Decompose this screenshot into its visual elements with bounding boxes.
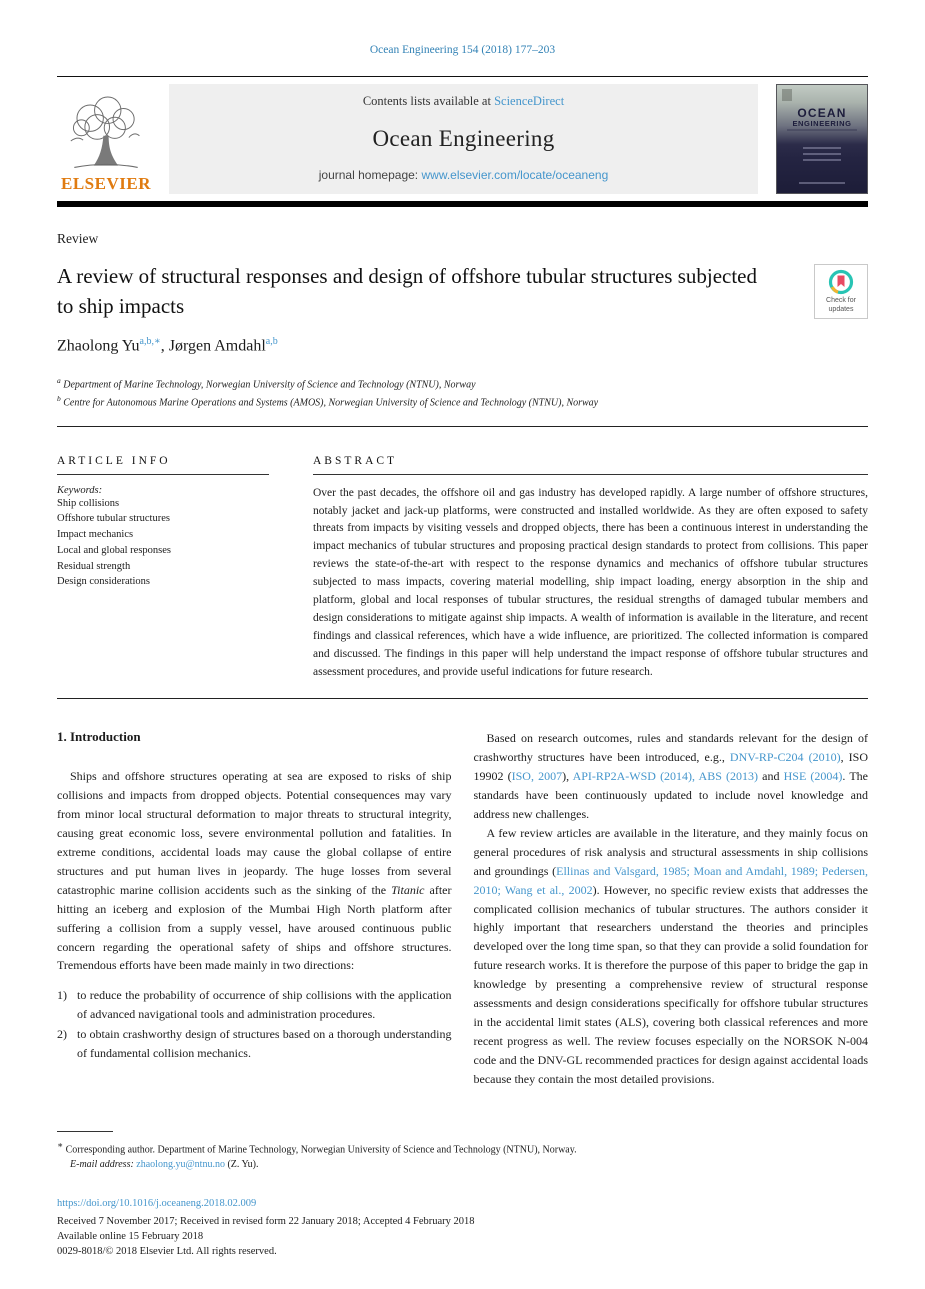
intro-paragraph-2 (474, 729, 869, 824)
cover-logo-mark (782, 89, 792, 101)
journal-masthead (57, 84, 868, 194)
text-run: ), (562, 768, 573, 783)
contents-prefix: Contents lists available at (362, 94, 495, 108)
corresponding-author-note (57, 1139, 868, 1157)
affiliation-sup: a (57, 375, 61, 385)
journal-reference: Ocean Engineering 154 (2018) 177–203 (369, 44, 556, 56)
journal-cover[interactable] (776, 84, 868, 194)
list-text: to obtain crashworthy design of structures based on a thorough understanding of fundamental collision mechanics. (77, 1027, 452, 1061)
body-columns (57, 729, 868, 1089)
doi-link[interactable]: https://doi.org/10.1016/j.oceaneng.2018.02.009 (57, 1198, 257, 1210)
article-info-rule (57, 474, 269, 475)
article-footer (57, 1196, 868, 1259)
abstract-bottom-rule (57, 698, 868, 699)
cover-bottom-text (799, 182, 845, 184)
text-run: , ISO 19902 ( (473, 749, 868, 783)
homepage-line (177, 168, 750, 182)
citation-link[interactable]: ISO, 2007 (511, 768, 563, 783)
affiliation-text: Department of Marine Technology, Norwegian University of Science and Technology (NTNU), Norway (63, 379, 476, 391)
abstract-column (313, 455, 868, 682)
received-dates-line: Received 7 November 2017; Received in revised form 22 January 2018; Accepted 4 February 2018 (57, 1215, 475, 1227)
text-run: after hitting an iceberg and explosion of the Mumbai High North platform after suffering a collision from a supply vessel, have aroused continuous public concern regarding the operational safety of ships and offshore structures. Tremendous efforts have been made mainly in two directions: (57, 882, 452, 973)
cover-subtitle-rule (787, 129, 857, 131)
author-affil-sup[interactable]: a,b,∗ (139, 335, 161, 347)
intro-paragraph-3 (474, 824, 869, 1089)
elsevier-logo[interactable] (57, 84, 169, 194)
list-item (57, 986, 452, 1024)
numbered-list (57, 986, 452, 1063)
article-info-heading: ARTICLE INFO (57, 454, 171, 467)
text-run: Based on research outcomes, rules and standards relevant for the design of crashworthy structures have been introduced, e.g., (473, 730, 868, 764)
list-item (57, 1025, 452, 1063)
available-online-line: Available online 15 February 2018 (57, 1230, 204, 1242)
text-run: Corresponding author. Department of Marine Technology, Norwegian University of Science and Technology (NTNU), Norway. (63, 1144, 577, 1156)
page-title: A review of structural responses and design of offshore tubular structures subjected to ship impacts (57, 264, 758, 318)
masthead-divider-bar (57, 201, 868, 207)
text-run: , Jørgen Amdahl (160, 336, 266, 354)
left-column (57, 729, 452, 1089)
check-updates-badge[interactable] (814, 262, 868, 322)
article-info-column (57, 455, 269, 682)
text-run: and (758, 768, 784, 783)
email-note (57, 1157, 868, 1172)
intro-paragraph-1 (57, 767, 452, 975)
email-link[interactable]: zhaolong.yu@ntnu.no (136, 1159, 225, 1171)
homepage-prefix: journal homepage: (318, 168, 422, 182)
keyword-item: Design considerations (57, 576, 151, 588)
text-run: ). However, no specific review exists that addresses the complicated collision mechanics of tubular structures. The authors consider it highly important that researchers understand the theories and principles developed over the long time span, so that they can provide a solid foundation for future research works. It is therefore the purpose of this paper to bridge the gap in knowledge by presenting a comprehensive review of structural response assessments and design considerations specifically for offshore tubular structures in the accidental limit states (ALS), covering both classical references and more recent progress as well. The review focuses especially on the NORSOK N-004 code and the DNV-GL recommended practices for design against accidental loads because they contain the most detailed provisions. (473, 882, 868, 1087)
text-run: A few review articles are available in the literature, and they mainly focus on general procedures of risk analysis and structural assessments in ship collisions and groundings ( (473, 825, 868, 878)
text-run: Ships and offshore structures operating at sea are exposed to risks of ship collisions and impacts from dropped objects. Potential consequences may vary from minor local structural deformation to major threats to structural integrity, causing great economic loss, severe environmental pollution and fatalities. In extreme conditions, accidental loads may cause the global collapse of entire structures and put human lives in jeopardy. The huge losses from several catastrophic marine collision accidents such as the sinking of the (57, 768, 452, 897)
check-updates-label: Check for updates (826, 297, 856, 313)
citation-link[interactable]: DNV-RP-C204 (2010) (729, 749, 841, 764)
cover-title-line2: ENGINEERING (792, 119, 852, 129)
citation-link[interactable]: API-RP2A-WSD (2014), ABS (2013) (572, 768, 759, 783)
citation-link[interactable]: Ellinas and Valsgard, 1985; Moan and Amdahl, 1989; Pedersen, 2010; Wang et al., 2002 (473, 863, 869, 897)
cover-title (777, 107, 867, 128)
list-marker: 1) (57, 988, 67, 1003)
abstract-text: Over the past decades, the offshore oil and gas industry has developed rapidly. A large number of offshore structures, notably jacket and jack-up platforms, were constructed and installed worldwide. As they are often exposed to safety threats from impacts by visiting vessels and dropped objects, there has been a continuous interest in understanding the impact mechanics of tubular structures and proposing practical design standards to protect from collisions. This paper reviews the state-of-the-art with respect to the response dynamics and mechanics of offshore tubular structures subjected to mass impacts, covering material modelling, ship impact loading, energy absorption in the ship and platform, global and local responses of tubular structures, the residual strengths of damaged tubular members and design considerations to mitigate against ship impacts. A wealth of information is available in the literature, and recent findings and classical references, which have a wide influence, are prioritized. The collected information is compared and discussed. The findings in this paper will help understand the impact response of offshore tubular structures and assessment procedures, and provide useful indications for future research. (313, 486, 868, 678)
list-marker: 2) (57, 1027, 67, 1042)
text-run: Zhaolong Yu (57, 336, 140, 354)
affiliations (57, 375, 868, 411)
footnotes (57, 1139, 868, 1172)
author-affil-sup[interactable]: a,b (265, 335, 278, 347)
affiliation-text: Centre for Autonomous Marine Operations and Systems (AMOS), Norwegian University of Science and Technology (NTNU), Norway (63, 397, 599, 409)
check-updates-icon (817, 269, 865, 295)
title-row (57, 262, 868, 322)
authors-line (57, 336, 868, 355)
section-divider (57, 426, 868, 427)
text-run: Titanic (391, 882, 425, 897)
keyword-item: Local and global responses (57, 544, 172, 556)
abstract-heading: ABSTRACT (313, 454, 398, 467)
text-run: ∗ (57, 1140, 64, 1151)
text-run: . The standards have been continuously updated to include novel knowledge and address new challenges. (473, 768, 868, 821)
article-type-label: Review (57, 231, 99, 246)
cover-middle-text (803, 147, 841, 165)
top-rule (57, 76, 868, 77)
list-text: to reduce the probability of occurrence of ship collisions with the application of advanced navigational tools and administration procedures. (77, 988, 452, 1022)
text-run: E-mail address: (70, 1159, 134, 1171)
contents-line (177, 94, 750, 109)
footnote-rule (57, 1131, 113, 1132)
cover-title-line1: OCEAN (797, 106, 847, 120)
journal-title: Ocean Engineering (372, 125, 555, 151)
affiliation-sup: b (57, 393, 61, 403)
copyright-line: 0029-8018/© 2018 Elsevier Ltd. All rights reserved. (57, 1246, 277, 1258)
keyword-item: Offshore tubular structures (57, 513, 170, 525)
info-abstract-section (57, 455, 868, 682)
homepage-url-link[interactable]: www.elsevier.com/locate/oceaneng (421, 168, 609, 182)
abstract-rule (313, 474, 868, 475)
section-1-heading: 1. Introduction (57, 728, 141, 744)
text-run: (Z. Yu). (224, 1159, 259, 1171)
keyword-item: Ship collisions (57, 497, 120, 509)
keywords-list (57, 496, 269, 591)
affiliation-line (57, 375, 868, 393)
elsevier-tree-icon (62, 95, 150, 173)
elsevier-wordmark: ELSEVIER (61, 174, 151, 193)
keyword-item: Impact mechanics (57, 529, 134, 541)
keywords-label: Keywords: (57, 484, 103, 496)
citation-link[interactable]: HSE (2004) (783, 768, 843, 783)
sciencedirect-link[interactable]: ScienceDirect (494, 94, 565, 108)
masthead-center (169, 84, 758, 194)
keyword-item: Residual strength (57, 560, 131, 572)
journal-cover-image (776, 84, 868, 194)
affiliation-line (57, 393, 868, 411)
right-column (474, 729, 869, 1089)
